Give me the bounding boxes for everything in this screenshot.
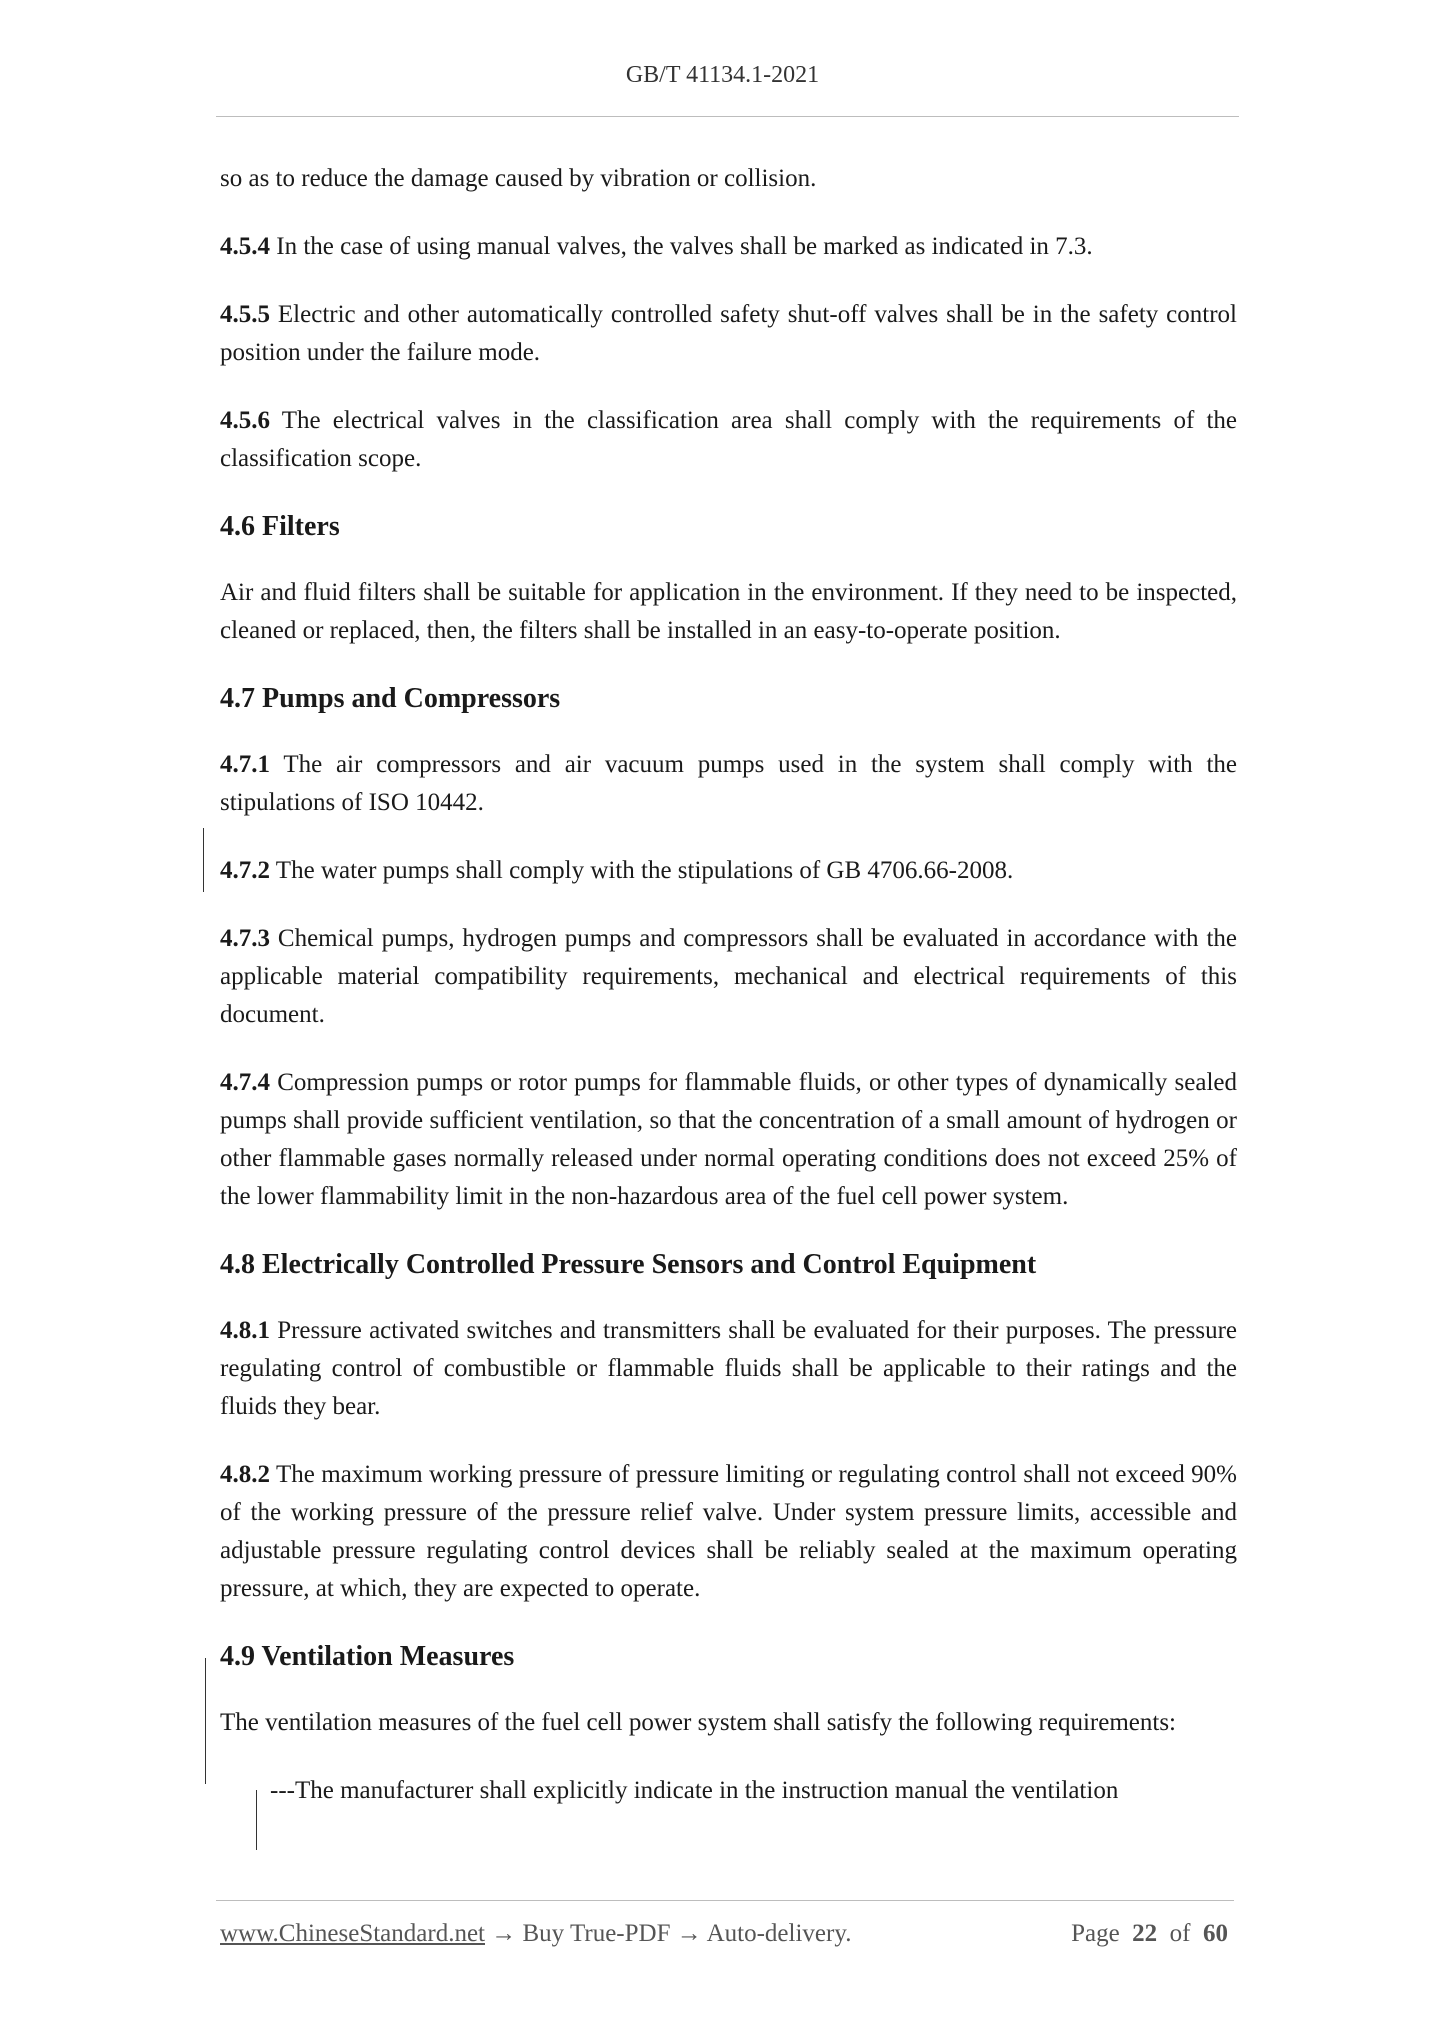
section-heading-4-6: 4.6 Filters [220, 511, 340, 542]
footer-divider [216, 1900, 1234, 1901]
clause-number: 4.8.1 [220, 1317, 270, 1344]
total-pages: 60 [1203, 1920, 1228, 1947]
clause-number: 4.5.5 [220, 301, 270, 328]
page-footer [220, 1920, 1234, 1948]
clause-number: 4.7.3 [220, 925, 270, 952]
clause-4-7-3 [220, 920, 1237, 1034]
change-bar [203, 828, 204, 892]
change-bar [205, 1658, 206, 1784]
clause-text: The water pumps shall comply with the stipulations of GB 4706.66-2008. [270, 857, 1014, 884]
clause-number: 4.7.2 [220, 857, 270, 884]
header-divider [216, 116, 1239, 117]
document-body [220, 160, 1237, 1840]
clause-text: The air compressors and air vacuum pumps used in the system shall comply with the stipulations of ISO 10442. [220, 751, 1237, 816]
page-number: 22 [1132, 1920, 1158, 1947]
clause-text: The maximum working pressure of pressure limiting or regulating control shall not exceed 90% of the working pressure of the pressure relief valve. Under system pressure limits, accessible and adjustable pressure regulating control devices shall be reliably sealed at the maximum operating pressure, at which, they are expected to operate. [220, 1461, 1237, 1602]
clause-number: 4.7.4 [220, 1069, 270, 1096]
list-item: ---The manufacturer shall explicitly indicate in the instruction manual the ventilation [270, 1777, 1119, 1804]
buy-text: Buy True-PDF [522, 1920, 671, 1947]
clause-text: Compression pumps or rotor pumps for flammable fluids, or other types of dynamically sealed pumps shall provide sufficient ventilation, so that the concentration of a small amount of hydrogen or other flammable gases normally released under normal operating conditions does not exceed 25% of the lower flammability limit in the non-hazardous area of the fuel cell power system. [220, 1069, 1237, 1210]
paragraph: so as to reduce the damage caused by vibration or collision. [220, 165, 817, 192]
page-label: Page [1071, 1920, 1120, 1947]
clause-text: In the case of using manual valves, the valves shall be marked as indicated in 7.3. [270, 233, 1093, 260]
of-label: of [1169, 1920, 1191, 1947]
delivery-text: Auto-delivery. [706, 1920, 852, 1947]
clause-number: 4.8.2 [220, 1461, 270, 1488]
clause-text: Pressure activated switches and transmitters shall be evaluated for their purposes. The pressure regulating control of combustible or flammable fluids shall be applicable to their ratings and the fluids they bear. [220, 1317, 1237, 1420]
clause-4-8-1 [220, 1312, 1237, 1426]
clause-4-8-2 [220, 1456, 1237, 1608]
clause-4-7-1 [220, 746, 1237, 822]
arrow-icon: → [485, 1920, 523, 1947]
footer-promo [220, 1920, 851, 1948]
arrow-icon: → [670, 1920, 707, 1947]
clause-text: The electrical valves in the classification area shall comply with the requirements of the classification scope. [220, 407, 1237, 472]
clause-4-5-6 [220, 402, 1237, 478]
clause-4-5-4 [220, 228, 1237, 266]
section-heading-4-9: 4.9 Ventilation Measures [220, 1641, 515, 1672]
page-indicator [1071, 1920, 1228, 1948]
paragraph: The ventilation measures of the fuel cell power system shall satisfy the following requirements: [220, 1709, 1176, 1736]
paragraph: Air and fluid filters shall be suitable for application in the environment. If they need to be inspected, cleaned or replaced, then, the filters shall be installed in an easy-to-operate position. [220, 579, 1237, 644]
clause-number: 4.5.6 [220, 407, 270, 434]
clause-text: Chemical pumps, hydrogen pumps and compressors shall be evaluated in accordance with the applicable material compatibility requirements, mechanical and electrical requirements of this document. [220, 925, 1237, 1028]
website-link[interactable]: www.ChineseStandard.net [220, 1920, 485, 1947]
clause-4-5-5 [220, 296, 1237, 372]
document-header: GB/T 41134.1-2021 [625, 62, 820, 88]
clause-4-7-2 [220, 852, 1237, 890]
section-heading-4-7: 4.7 Pumps and Compressors [220, 683, 561, 714]
clause-4-7-4 [220, 1064, 1237, 1216]
clause-number: 4.7.1 [220, 751, 270, 778]
clause-number: 4.5.4 [220, 233, 270, 260]
section-heading-4-8: 4.8 Electrically Controlled Pressure Sensors and Control Equipment [220, 1249, 1037, 1280]
clause-text: Electric and other automatically controlled safety shut-off valves shall be in the safety control position under the failure mode. [220, 301, 1237, 366]
